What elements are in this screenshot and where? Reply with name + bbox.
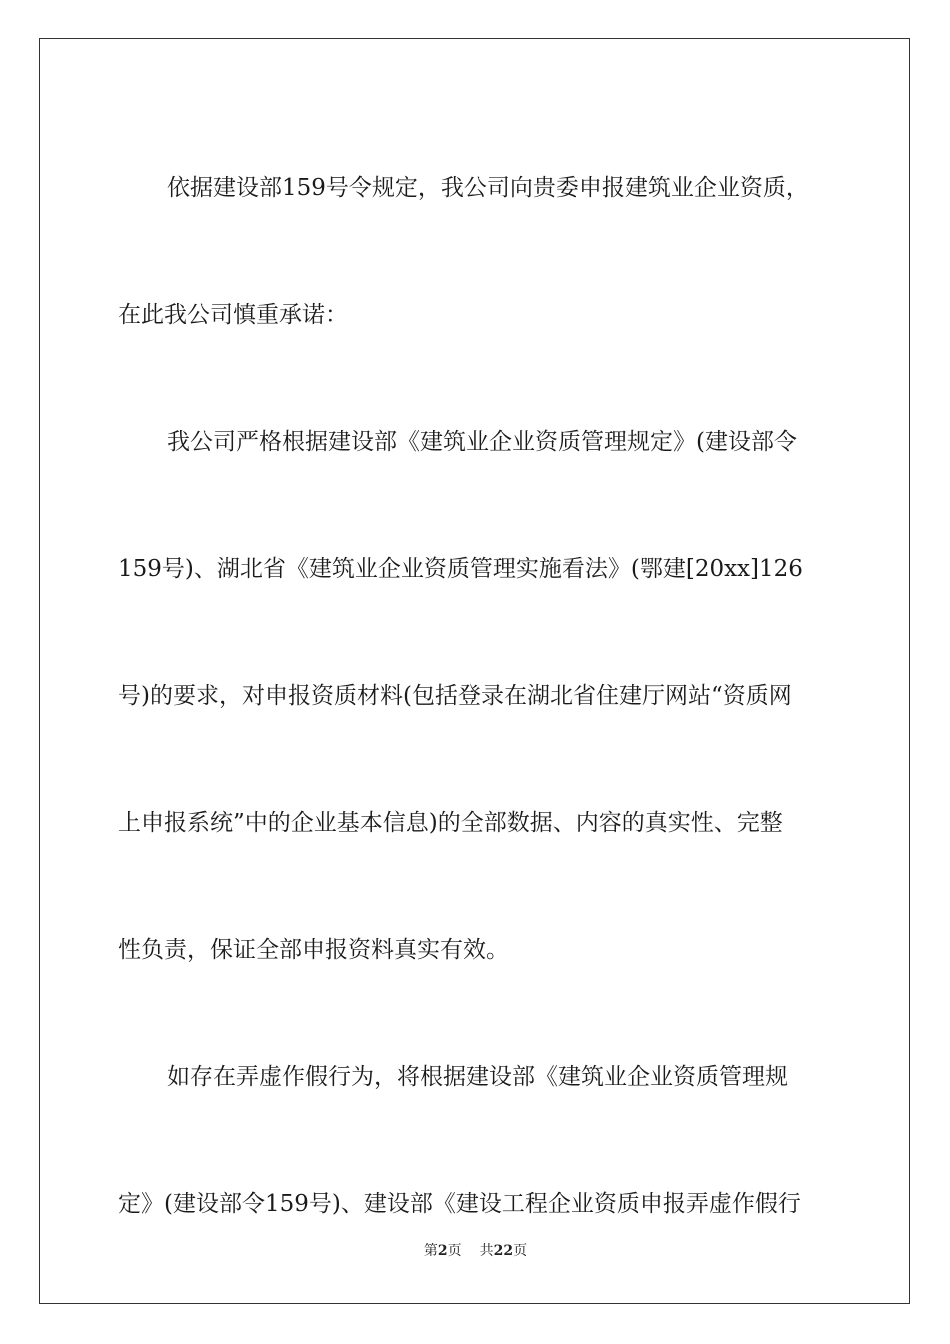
footer-page-unit: 页	[447, 1243, 462, 1259]
paragraph-2-line-4: 上申报系统”中的企业基本信息)的全部数据、内容的真实性、完整	[118, 810, 783, 836]
footer-total-prefix: 共	[479, 1243, 494, 1259]
paragraph-2-line-2: 159号)、湖北省《建筑业企业资质管理实施看法》(鄂建[20xx]126	[118, 556, 803, 582]
paragraph-1-line-1: 依据建设部159号令规定，我公司向贵委申报建筑业企业资质，	[167, 175, 809, 201]
paragraph-3-line-2: 定》(建设部令159号)、建设部《建设工程企业资质申报弄虚作假行	[118, 1191, 801, 1217]
footer-total-pages: 22	[493, 1243, 514, 1259]
paragraph-2-line-5: 性负责，保证全部申报资料真实有效。	[118, 937, 509, 963]
footer-total-unit: 页	[513, 1243, 528, 1259]
paragraph-2-line-1: 我公司严格根据建设部《建筑业企业资质管理规定》(建设部令	[167, 429, 797, 455]
footer-prefix: 第	[423, 1243, 438, 1259]
paragraph-1-line-2: 在此我公司慎重承诺：	[118, 302, 348, 328]
page-footer	[40, 1242, 911, 1260]
paragraph-3-line-1: 如存在弄虚作假行为，将根据建设部《建筑业企业资质管理规	[167, 1064, 788, 1090]
paragraph-2-line-3: 号)的要求，对申报资质材料(包括登录在湖北省住建厅网站“资质网	[118, 683, 792, 709]
document-page	[39, 38, 910, 1304]
footer-current-page: 2	[437, 1243, 448, 1259]
